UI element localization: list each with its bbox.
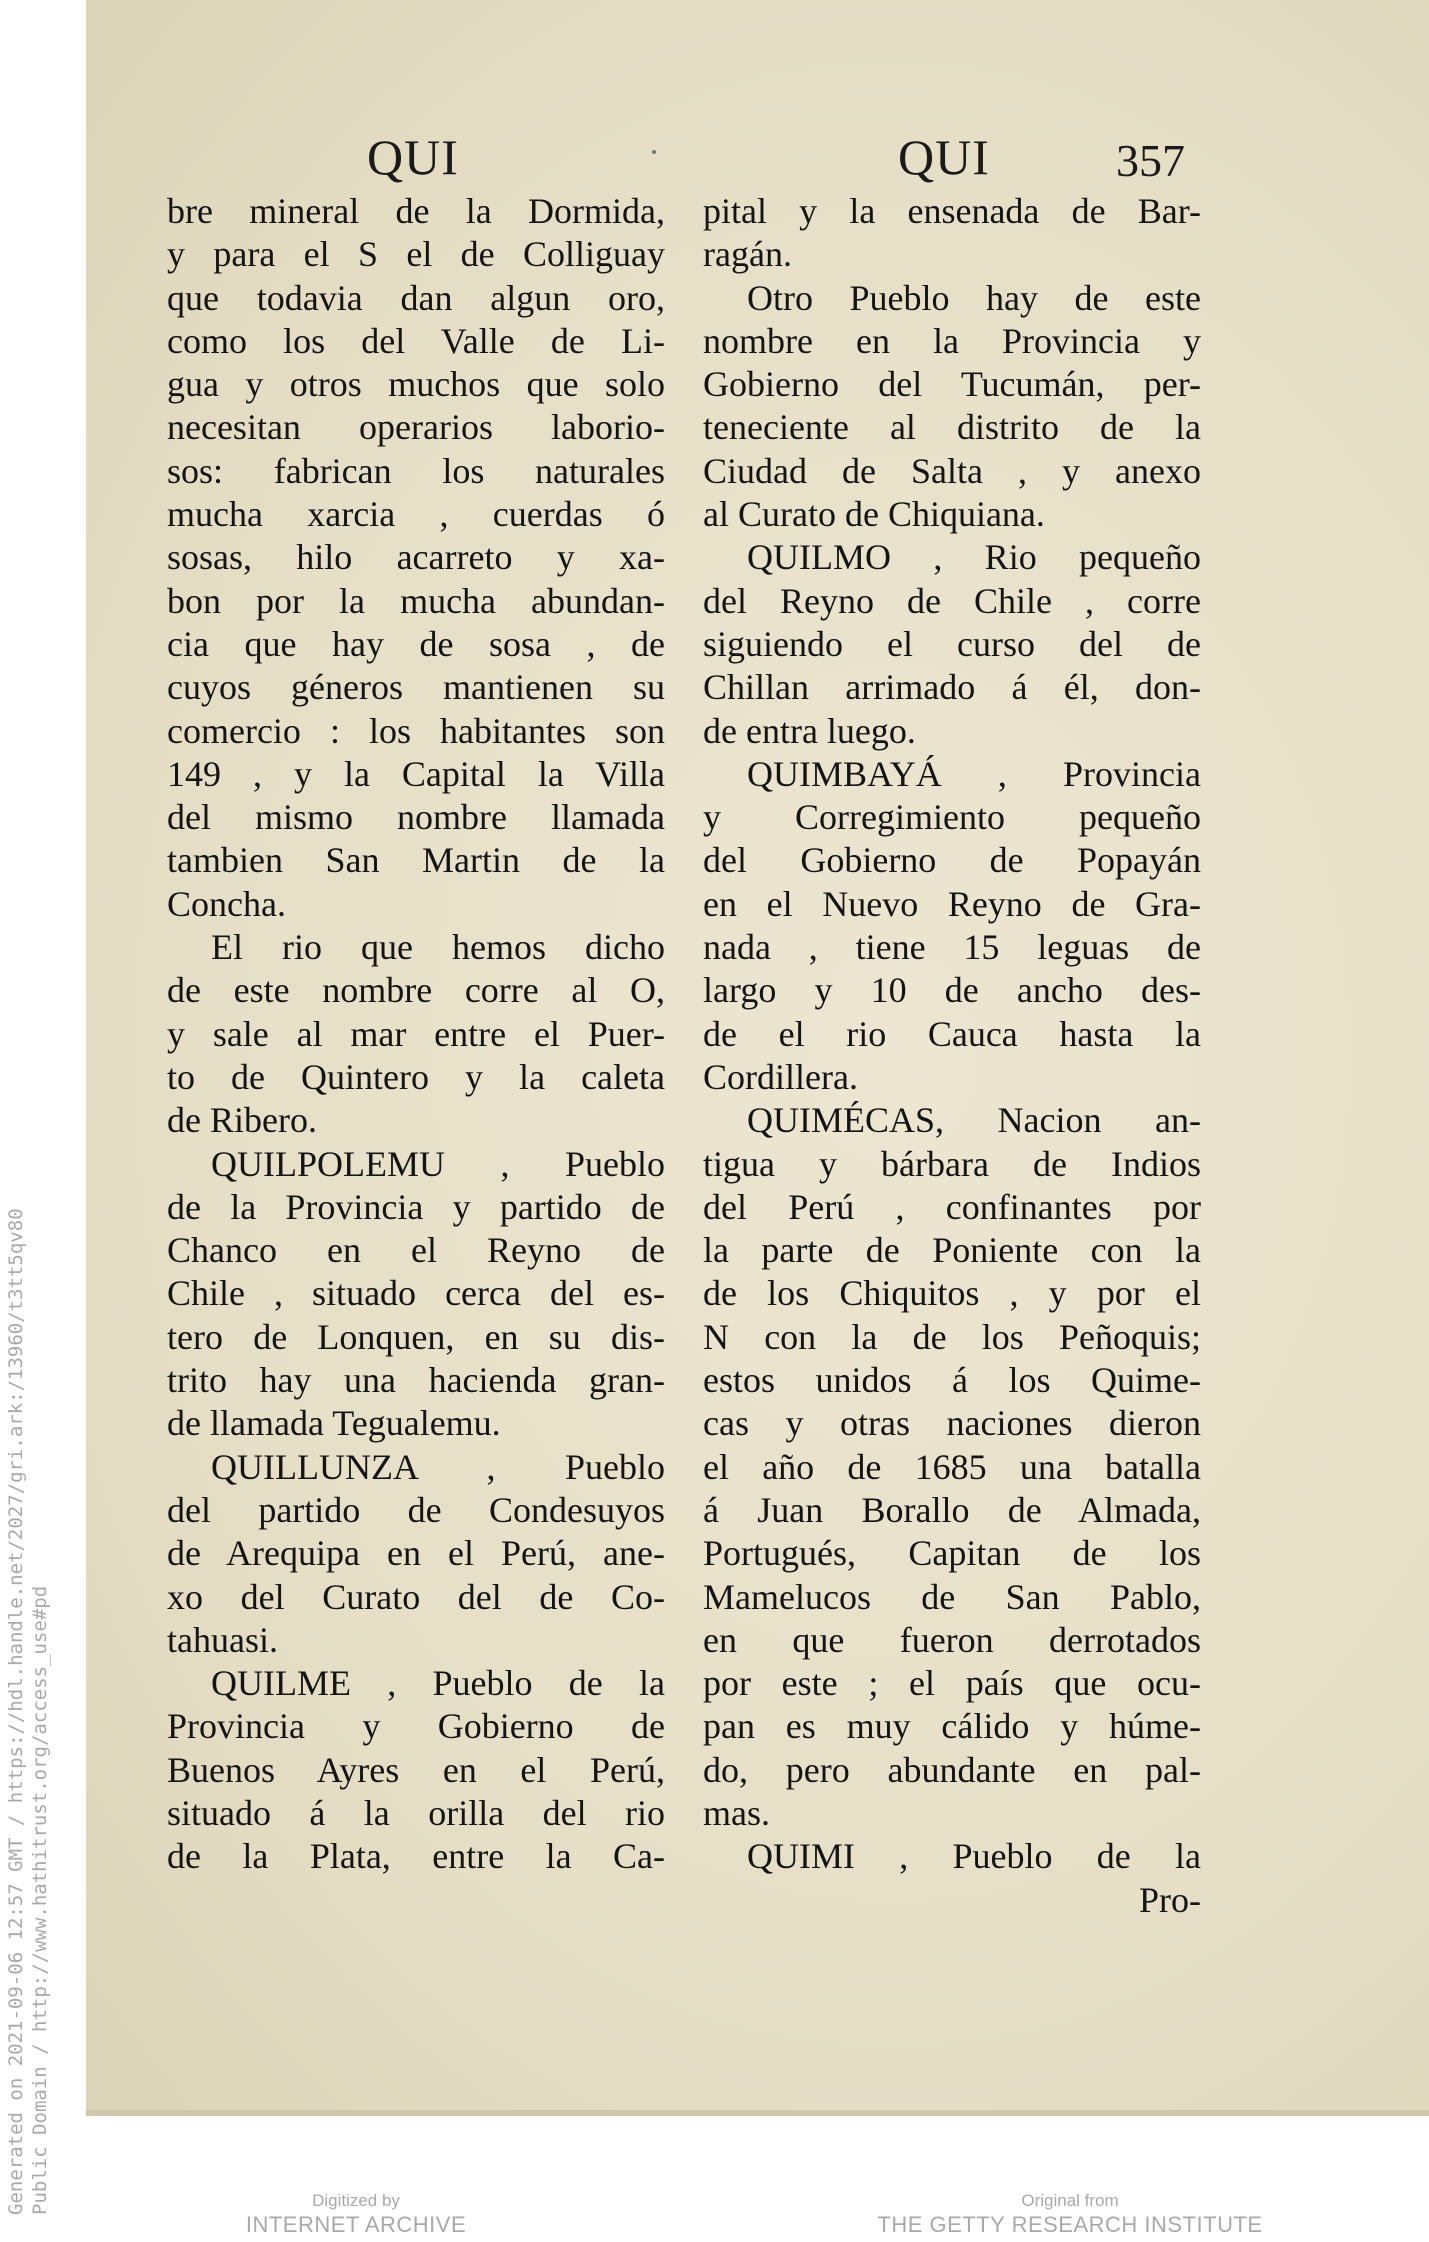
- text-line: de la Plata, entre la Ca-: [167, 1836, 665, 1877]
- text-line: de entra luego.: [703, 710, 916, 751]
- text-line: sos: fabrican los naturales: [167, 450, 665, 491]
- text-line: necesitan operarios laborio-: [167, 407, 665, 448]
- text-line: mas.: [703, 1792, 770, 1833]
- text-line: cas y otras naciones dieron: [703, 1403, 1201, 1444]
- text-line: pan es muy cálido y húme-: [703, 1706, 1201, 1747]
- text-line: QUILPOLEMU , Pueblo: [211, 1143, 665, 1184]
- running-head-right: QUI: [898, 129, 990, 185]
- text-line: QUILME , Pueblo de la: [211, 1663, 665, 1704]
- page-number: 357: [1116, 135, 1185, 186]
- text-line: Pro-: [1139, 1879, 1201, 1920]
- text-line: nada , tiene 15 leguas de: [703, 927, 1201, 968]
- text-line: al Curato de Chiquiana.: [703, 494, 1045, 535]
- text-line: como los del Valle de Li-: [167, 320, 665, 361]
- text-line: Ciudad de Salta , y anexo: [703, 450, 1201, 491]
- text-line: Chillan arrimado á él, don-: [703, 667, 1201, 708]
- text-line: teneciente al distrito de la: [703, 407, 1201, 448]
- text-line: to de Quintero y la caleta: [167, 1056, 665, 1097]
- text-line: del partido de Condesuyos: [167, 1489, 665, 1530]
- text-line: QUILLUNZA , Pueblo: [211, 1446, 665, 1487]
- right-text-column: [703, 190, 1201, 1922]
- header-dot: [652, 150, 656, 154]
- watermark-line-1: Generated on 2021-09-06 12:57 GMT / https://hdl.handle.net/2027/gri.ark:/13960/t3tt5qv80: [5, 1208, 27, 2215]
- text-line: largo y 10 de ancho des-: [703, 970, 1201, 1011]
- text-line: de Arequipa en el Perú, ane-: [167, 1533, 665, 1574]
- text-line: á Juan Borallo de Almada,: [703, 1489, 1201, 1530]
- text-line: la parte de Poniente con la: [703, 1230, 1201, 1271]
- text-line: estos unidos á los Quime-: [703, 1360, 1201, 1401]
- text-line: N con la de los Peñoquis;: [703, 1316, 1201, 1357]
- text-line: QUIMÉCAS, Nacion an-: [747, 1100, 1201, 1141]
- text-line: de este nombre corre al O,: [167, 970, 665, 1011]
- page-edge: [86, 2110, 1429, 2116]
- text-line: comercio : los habitantes son: [167, 710, 665, 751]
- text-line: de llamada Tegualemu.: [167, 1403, 501, 1444]
- text-line: en que fueron derrotados: [703, 1619, 1201, 1660]
- getty-institute-label: THE GETTY RESEARCH INSTITUTE: [877, 2212, 1263, 2237]
- text-line: Chanco en el Reyno de: [167, 1230, 665, 1271]
- digitized-by-label: Digitized by: [312, 2191, 400, 2210]
- text-line: del Perú , confinantes por: [703, 1186, 1201, 1227]
- text-line: cia que hay de sosa , de: [167, 623, 665, 664]
- text-line: y para el S el de Colliguay: [167, 234, 665, 275]
- text-line: del Reyno de Chile , corre: [703, 580, 1201, 621]
- text-line: de los Chiquitos , y por el: [703, 1273, 1201, 1314]
- text-line: trito hay una hacienda gran-: [167, 1360, 665, 1401]
- text-line: de el rio Cauca hasta la: [703, 1013, 1201, 1054]
- text-line: QUILMO , Rio pequeño: [747, 537, 1201, 578]
- hathitrust-watermark: [4, 1208, 52, 2215]
- text-line: mucha xarcia , cuerdas ó: [167, 494, 665, 535]
- text-line: QUIMI , Pueblo de la: [747, 1836, 1201, 1877]
- watermark-line-2: Public Domain / http://www.hathitrust.org/access_use#pd: [29, 1585, 51, 2215]
- text-line: Buenos Ayres en el Perú,: [167, 1749, 665, 1790]
- text-line: nombre en la Provincia y: [703, 320, 1201, 361]
- left-text-column: [167, 190, 665, 1879]
- text-line: 149 , y la Capital la Villa: [167, 753, 665, 794]
- internet-archive-label: INTERNET ARCHIVE: [245, 2212, 467, 2237]
- text-line: gua y otros muchos que solo: [167, 364, 665, 405]
- text-line: Gobierno del Tucumán, per-: [703, 364, 1201, 405]
- text-line: do, pero abundante en pal-: [703, 1749, 1201, 1790]
- text-line: Mamelucos de San Pablo,: [703, 1576, 1201, 1617]
- text-line: bon por la mucha abundan-: [167, 580, 665, 621]
- text-line: sosas, hilo acarreto y xa-: [167, 537, 665, 578]
- text-line: tero de Lonquen, en su dis-: [167, 1316, 665, 1357]
- text-line: Concha.: [167, 883, 286, 924]
- original-from-label: Original from: [1021, 2191, 1119, 2210]
- text-line: del mismo nombre llamada: [167, 797, 665, 838]
- running-head-left: QUI: [367, 129, 459, 185]
- text-line: por este ; el país que ocu-: [703, 1663, 1201, 1704]
- text-line: Otro Pueblo hay de este: [747, 277, 1201, 318]
- text-line: Provincia y Gobierno de: [167, 1706, 665, 1747]
- text-line: Chile , situado cerca del es-: [167, 1273, 665, 1314]
- text-line: y Corregimiento pequeño: [703, 797, 1201, 838]
- text-line: Cordillera.: [703, 1056, 858, 1097]
- text-line: situado á la orilla del rio: [167, 1792, 665, 1833]
- text-line: de Ribero.: [167, 1100, 317, 1141]
- text-line: bre mineral de la Dormida,: [167, 191, 665, 231]
- text-line: tambien San Martin de la: [167, 840, 665, 881]
- text-line: xo del Curato del de Co-: [167, 1576, 665, 1617]
- text-line: Portugués, Capitan de los: [703, 1533, 1201, 1574]
- text-line: El rio que hemos dicho: [211, 927, 665, 968]
- text-line: tahuasi.: [167, 1619, 278, 1660]
- text-line: QUIMBAYÁ , Provincia: [747, 753, 1201, 794]
- text-line: siguiendo el curso del de: [703, 623, 1201, 664]
- text-line: pital y la ensenada de Bar-: [703, 191, 1201, 231]
- text-line: tigua y bárbara de Indios: [703, 1143, 1201, 1184]
- text-line: que todavia dan algun oro,: [167, 277, 665, 318]
- text-line: en el Nuevo Reyno de Gra-: [703, 883, 1201, 924]
- text-line: cuyos géneros mantienen su: [167, 667, 665, 708]
- text-line: del Gobierno de Popayán: [703, 840, 1201, 881]
- text-line: de la Provincia y partido de: [167, 1186, 665, 1227]
- text-line: ragán.: [703, 234, 792, 275]
- text-line: y sale al mar entre el Puer-: [167, 1013, 665, 1054]
- text-line: el año de 1685 una batalla: [703, 1446, 1201, 1487]
